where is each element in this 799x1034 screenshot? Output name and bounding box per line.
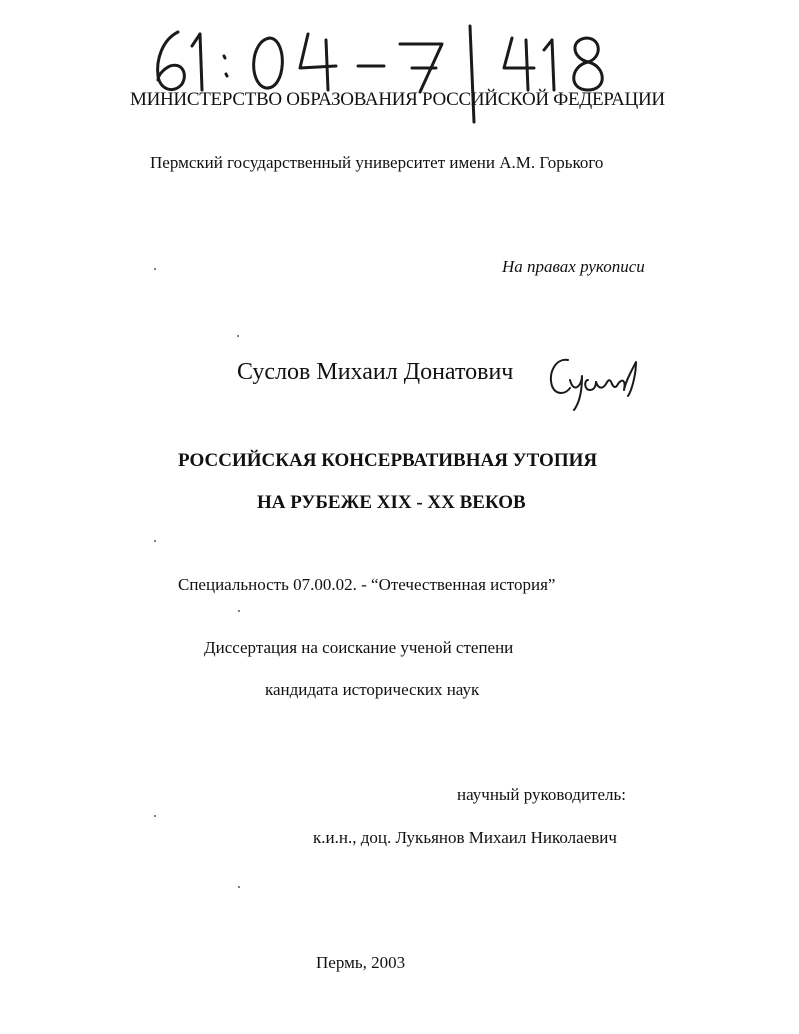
city-year: Пермь, 2003 [316, 953, 406, 972]
scan-speck [237, 335, 239, 337]
scan-speck [238, 610, 240, 612]
degree-line1: Диссертация на соискание ученой степени [204, 638, 514, 657]
author-signature [540, 350, 650, 420]
university-name: Пермский государственный университет имени А.М. Горького [150, 153, 604, 172]
ministry-heading: МИНИСТЕРСТВО ОБРАЗОВАНИЯ РОССИЙСКОЙ ФЕДЕРАЦИИ [130, 89, 665, 110]
dissertation-title-line1: РОССИЙСКАЯ КОНСЕРВАТИВНАЯ УТОПИЯ [178, 450, 598, 471]
dissertation-title-line2: НА РУБЕЖЕ XIX - XX ВЕКОВ [257, 492, 526, 513]
scan-speck [154, 540, 156, 542]
rights-note: На правах рукописи [502, 257, 645, 276]
advisor-name: к.и.н., доц. Лукьянов Михаил Николаевич [313, 828, 617, 847]
scan-speck [154, 815, 156, 817]
advisor-label: научный руководитель: [457, 785, 626, 804]
degree-line2: кандидата исторических наук [265, 680, 480, 699]
author-name: Суслов Михаил Донатович [237, 359, 514, 385]
scan-speck [238, 886, 240, 888]
specialty-line: Специальность 07.00.02. - “Отечественная история” [178, 575, 556, 594]
scan-speck [154, 268, 156, 270]
